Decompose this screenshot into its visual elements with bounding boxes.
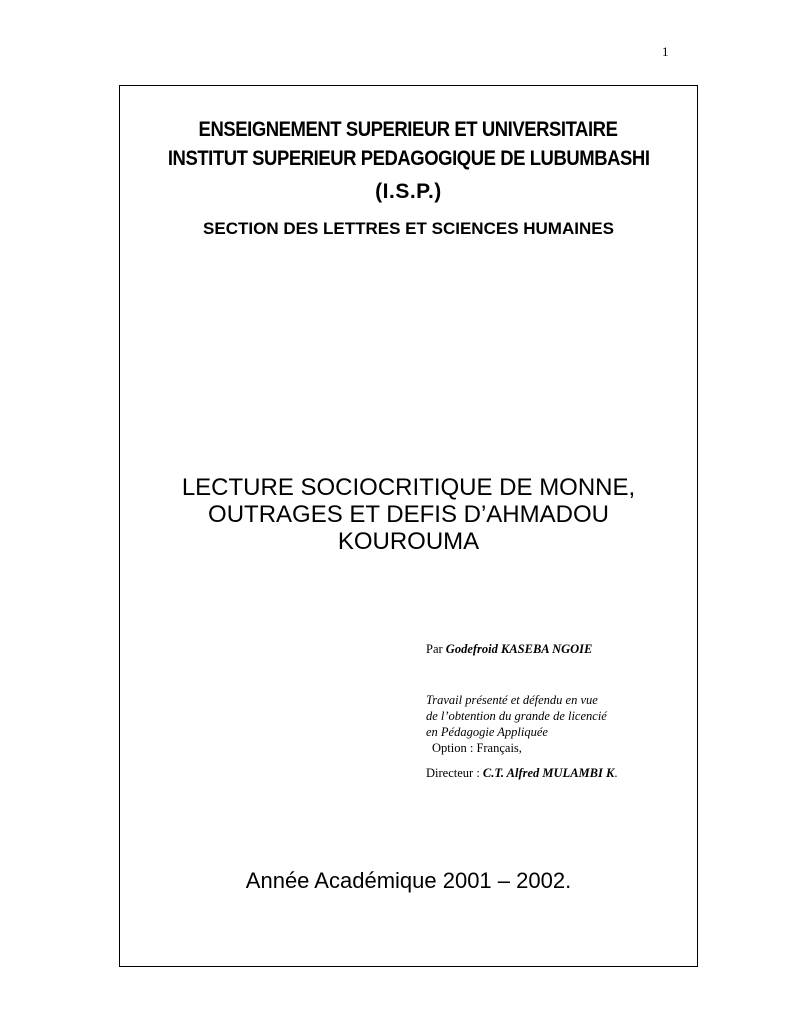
thesis-title-line-1: LECTURE SOCIOCRITIQUE DE MONNE, [181,474,636,501]
header-line-1-wrap [119,118,698,142]
work-description-line-1: Travail présenté et défendu en vue [426,693,598,707]
academic-year: Année Académique 2001 – 2002. [245,868,572,893]
work-description-line-3: en Pédagogie Appliquée [426,725,548,739]
work-description [426,692,607,756]
institute-acronym: (I.S.P.) [375,180,442,203]
section-name: SECTION DES LETTRES ET SCIENCES HUMAINES [203,219,614,238]
author-prefix: Par [426,642,443,656]
author-line [426,642,592,657]
option-line: Option : Français, [432,741,522,755]
thesis-title-line-2: OUTRAGES ET DEFIS D’AHMADOU [208,501,609,528]
director-name: C.T. Alfred MULAMBI K [482,766,615,780]
thesis-title-line-3: KOUROUMA [337,528,480,555]
work-description-line-2: de l’obtention du grande de licencié [426,709,607,723]
director-line [426,766,617,781]
header-line-1: ENSEIGNEMENT SUPERIEUR ET UNIVERSITAIRE [199,118,618,141]
thesis-title [119,474,698,555]
header-line-2-wrap [119,147,698,171]
header-line-2: INSTITUT SUPERIEUR PEDAGOGIQUE DE LUBUMBASHI [167,147,650,170]
director-suffix: . [614,766,618,780]
director-label: Directeur : [426,766,480,780]
page-number: 1 [662,44,669,59]
author-name: Godefroid KASEBA NGOIE [445,642,593,656]
